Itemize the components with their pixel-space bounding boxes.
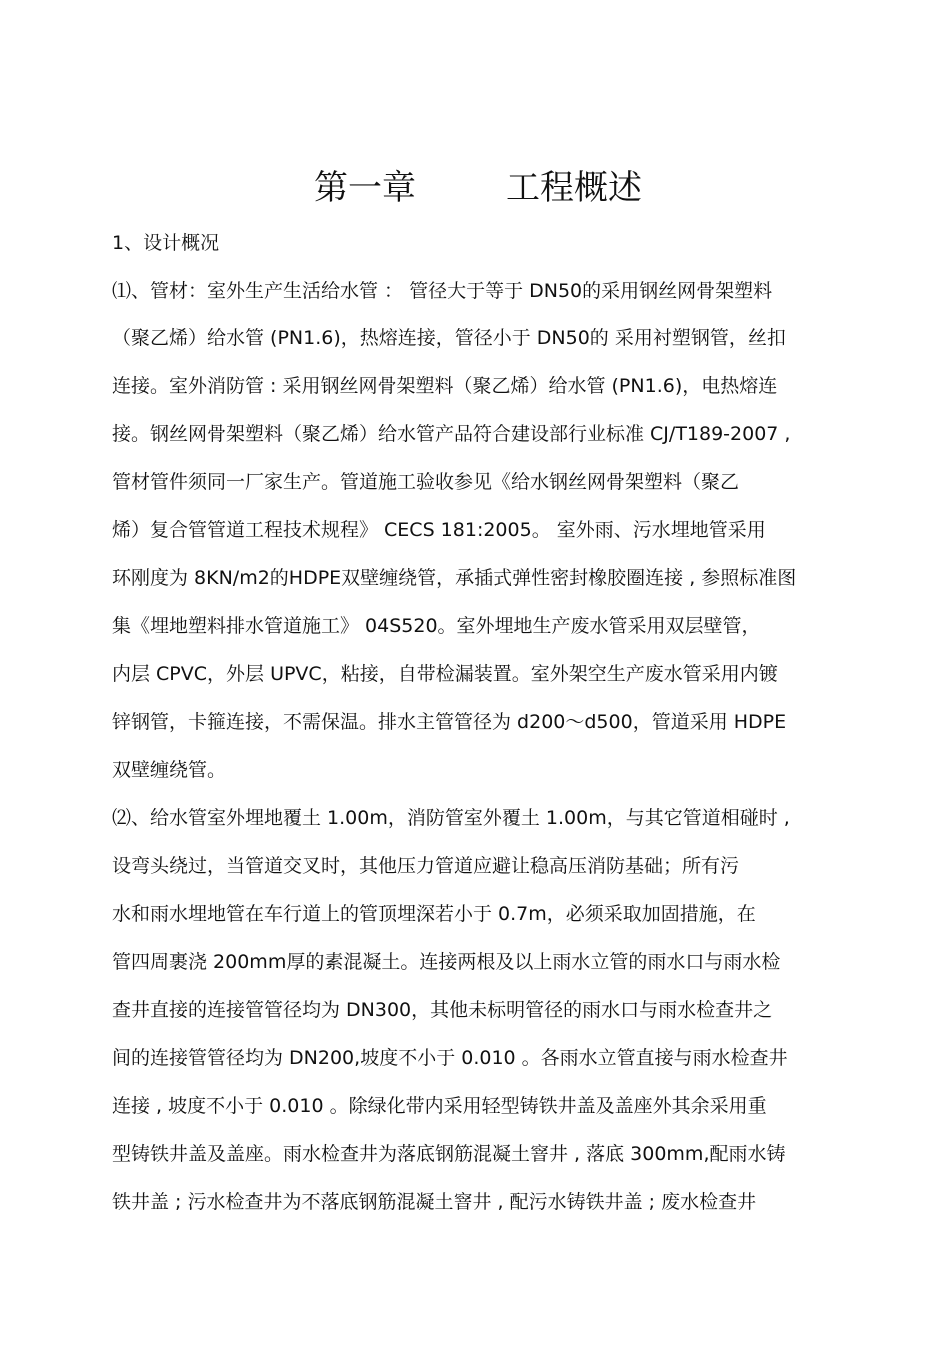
section-heading: 1、设计概况 <box>112 232 220 254</box>
paragraph-line: 管材管件须同一厂家生产。管道施工验收参见《给水钢丝网骨架塑料（聚乙 <box>112 471 740 493</box>
chapter-name: 工程概述 <box>506 168 642 208</box>
paragraph-line: 设弯头绕过，当管道交叉时，其他压力管道应避让稳高压消防基础；所有污 <box>112 855 740 877</box>
paragraph-line: 型铸铁井盖及盖座。雨水检查井为落底钢筋混凝土窨井 , 落底 300mm,配雨水铸 <box>112 1143 786 1165</box>
paragraph-line: 连接 , 坡度不小于 0.010 。除绿化带内采用轻型铸铁井盖及盖座外其余采用重 <box>112 1095 767 1117</box>
paragraph-line: 间的连接管管径均为 DN200,坡度不小于 0.010 。各雨水立管直接与雨水检查井 <box>112 1047 788 1069</box>
paragraph-line: 铁井盖 ; 污水检查井为不落底钢筋混凝土窨井 , 配污水铸铁井盖 ; 废水检查井 <box>112 1191 757 1213</box>
paragraph-line: 双壁缠绕管。 <box>112 759 227 781</box>
paragraph-line: 管四周裹浇 200mm厚的素混凝土。连接两根及以上雨水立管的雨水口与雨水检 <box>112 951 781 973</box>
paragraph-line: ⑵、给水管室外埋地覆土 1.00m，消防管室外覆土 1.00m，与其它管道相碰时 , <box>112 807 790 829</box>
paragraph-line: 集《埋地塑料排水管道施工》 04S520。室外埋地生产废水管采用双层壁管， <box>112 615 761 637</box>
paragraph-line: （聚乙烯）给水管 (PN1.6)，热熔连接，管径小于 DN50的 采用衬塑钢管，丝扣 <box>112 327 786 349</box>
paragraph-line: 锌钢管，卡箍连接，不需保温。排水主管管径为 d200～d500，管道采用 HDPE <box>112 711 787 733</box>
paragraph-line: 查井直接的连接管管径均为 DN300，其他未标明管径的雨水口与雨水检查井之 <box>112 999 773 1021</box>
chapter-title <box>0 166 950 210</box>
paragraph-line: 接。钢丝网骨架塑料（聚乙烯）给水管产品符合建设部行业标准 CJ/T189-2007 , <box>112 423 791 445</box>
paragraph-line: 水和雨水埋地管在车行道上的管顶埋深若小于 0.7m，必须采取加固措施，在 <box>112 903 756 925</box>
chapter-number: 第一章 <box>314 168 416 208</box>
paragraph-line: 环刚度为 8KN/m2的HDPE双壁缠绕管，承插式弹性密封橡胶圈连接 , 参照标准图 <box>112 567 797 589</box>
paragraph-line: ⑴、管材：室外生产生活给水管 ： 管径大于等于 DN50的采用钢丝网骨架塑料 <box>112 280 773 302</box>
paragraph-line: 连接。室外消防管 : 采用钢丝网骨架塑料（聚乙烯）给水管 (PN1.6)，电热熔连 <box>112 375 778 397</box>
paragraph-line: 烯）复合管管道工程技术规程》 CECS 181:2005。 室外雨、污水埋地管采用 <box>112 519 766 541</box>
paragraph-line: 内层 CPVC，外层 UPVC，粘接，自带检漏装置。室外架空生产废水管采用内镀 <box>112 663 778 685</box>
